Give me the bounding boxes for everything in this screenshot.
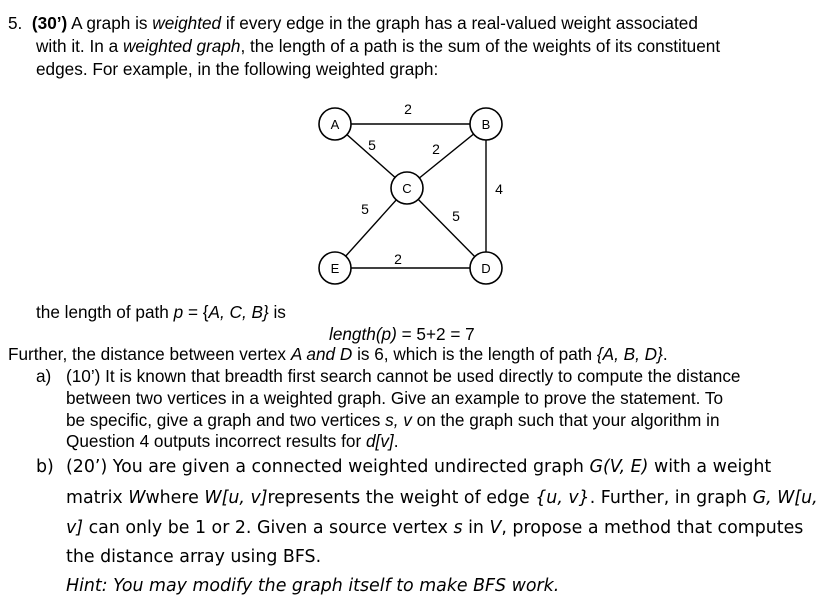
edge-weight-e-d: 2 bbox=[394, 251, 402, 267]
node-c bbox=[391, 172, 423, 204]
edge-weight-a-b: 2 bbox=[404, 101, 412, 117]
intro-text: with it. In a bbox=[36, 36, 119, 56]
example-distance-line bbox=[8, 344, 668, 364]
example-path-set: A, C, B} bbox=[208, 302, 269, 322]
part-b-text: where bbox=[145, 488, 199, 508]
length-rhs: = 5+2 = 7 bbox=[396, 324, 475, 344]
part-b-hint: Hint: You may modify the graph itself to make BFS work. bbox=[66, 576, 560, 596]
part-b-weight-expr: G, W[u, bbox=[752, 488, 818, 508]
part-b-text: , propose a method that computes bbox=[501, 518, 804, 538]
part-a-dv: d[v] bbox=[365, 431, 394, 451]
example-path-var: p bbox=[173, 302, 184, 322]
distance-path: {A, B, D} bbox=[596, 344, 663, 364]
part-b-text: with a weight bbox=[654, 457, 772, 477]
edge-weight-e-c: 5 bbox=[361, 201, 369, 217]
example-text: = { bbox=[183, 302, 209, 322]
node-label: A bbox=[330, 117, 340, 132]
intro-emphasis: weighted graph bbox=[122, 36, 241, 56]
node-label: C bbox=[402, 181, 412, 196]
question-number: 5. bbox=[8, 13, 23, 33]
distance-text: is 6, which is the length of path bbox=[357, 344, 593, 364]
part-b-line-1 bbox=[66, 456, 771, 478]
node-a bbox=[319, 108, 351, 140]
part-b-text: in bbox=[468, 518, 484, 538]
part-b-source: s bbox=[453, 518, 463, 538]
part-a-line-2: between two vertices in a weighted graph. Give an example to prove the statement. To bbox=[66, 388, 724, 408]
edge-weight-c-d: 5 bbox=[452, 208, 460, 224]
distance-text: Further, the distance between vertex bbox=[8, 344, 287, 364]
example-length-line bbox=[329, 324, 475, 344]
part-b-label: b) bbox=[36, 457, 54, 477]
intro-text: if every edge in the graph has a real-valued weight associated bbox=[225, 13, 698, 33]
part-b-text: can only be 1 or 2. Given a source vertex bbox=[88, 518, 448, 538]
question-points: (30’) bbox=[31, 13, 68, 33]
intro-text: , the length of a path is the sum of the weights of its constituent bbox=[240, 36, 721, 56]
example-text: is bbox=[268, 302, 286, 322]
part-a-text: . bbox=[393, 431, 399, 451]
edge-weight-b-d: 4 bbox=[495, 181, 503, 197]
part-b-line-3 bbox=[66, 517, 803, 539]
part-b-text: . Further, in graph bbox=[589, 488, 748, 508]
part-b-line-4: the distance array using BFS. bbox=[66, 547, 322, 567]
example-path-line bbox=[36, 302, 286, 322]
node-label: D bbox=[481, 261, 491, 276]
length-lhs: length(p) bbox=[329, 324, 397, 344]
part-b-text: matrix bbox=[66, 488, 123, 508]
node-e bbox=[319, 252, 351, 284]
graph-nodes bbox=[319, 108, 502, 284]
part-b-line-2 bbox=[66, 487, 818, 509]
edge-weight-a-c: 5 bbox=[368, 137, 376, 153]
part-a-text: Question 4 outputs incorrect results for bbox=[66, 431, 362, 451]
part-a-line-1: (10’) It is known that breadth first search cannot be used directly to compute the distance bbox=[66, 366, 741, 386]
intro-text: A graph is bbox=[71, 13, 148, 33]
node-d bbox=[470, 252, 502, 284]
part-b-matrix: W bbox=[128, 488, 146, 508]
part-b-vertex-set: V bbox=[489, 518, 502, 538]
node-label: E bbox=[330, 261, 340, 276]
part-b-weight-expr: v] bbox=[66, 518, 84, 538]
part-b-graph: G(V, E) bbox=[589, 457, 649, 477]
part-b-edge: {u, v} bbox=[535, 488, 590, 508]
part-a-vertices: s, v bbox=[385, 410, 412, 430]
part-a-label: a) bbox=[36, 366, 52, 386]
edge-c-d bbox=[407, 188, 486, 268]
part-b-text: (20’) You are given a connected weighted undirected graph bbox=[66, 457, 584, 477]
part-b-text: represents the weight of edge bbox=[267, 488, 530, 508]
node-b bbox=[470, 108, 502, 140]
part-a-line-4 bbox=[66, 431, 398, 451]
part-a-line-3 bbox=[66, 410, 720, 430]
example-text: the length of path bbox=[36, 302, 169, 322]
question-intro-line-3: edges. For example, in the following weighted graph: bbox=[36, 59, 439, 79]
part-a-text: on the graph such that your algorithm in bbox=[416, 410, 720, 430]
intro-emphasis: weighted bbox=[152, 13, 222, 33]
distance-text: . bbox=[662, 344, 668, 364]
part-a-text: be specific, give a graph and two vertices bbox=[66, 410, 381, 430]
edge-weight-c-b: 2 bbox=[432, 141, 440, 157]
part-b-weight: W[u, v] bbox=[204, 488, 268, 508]
node-label: B bbox=[481, 117, 491, 132]
distance-vertices: A and D bbox=[290, 344, 353, 364]
